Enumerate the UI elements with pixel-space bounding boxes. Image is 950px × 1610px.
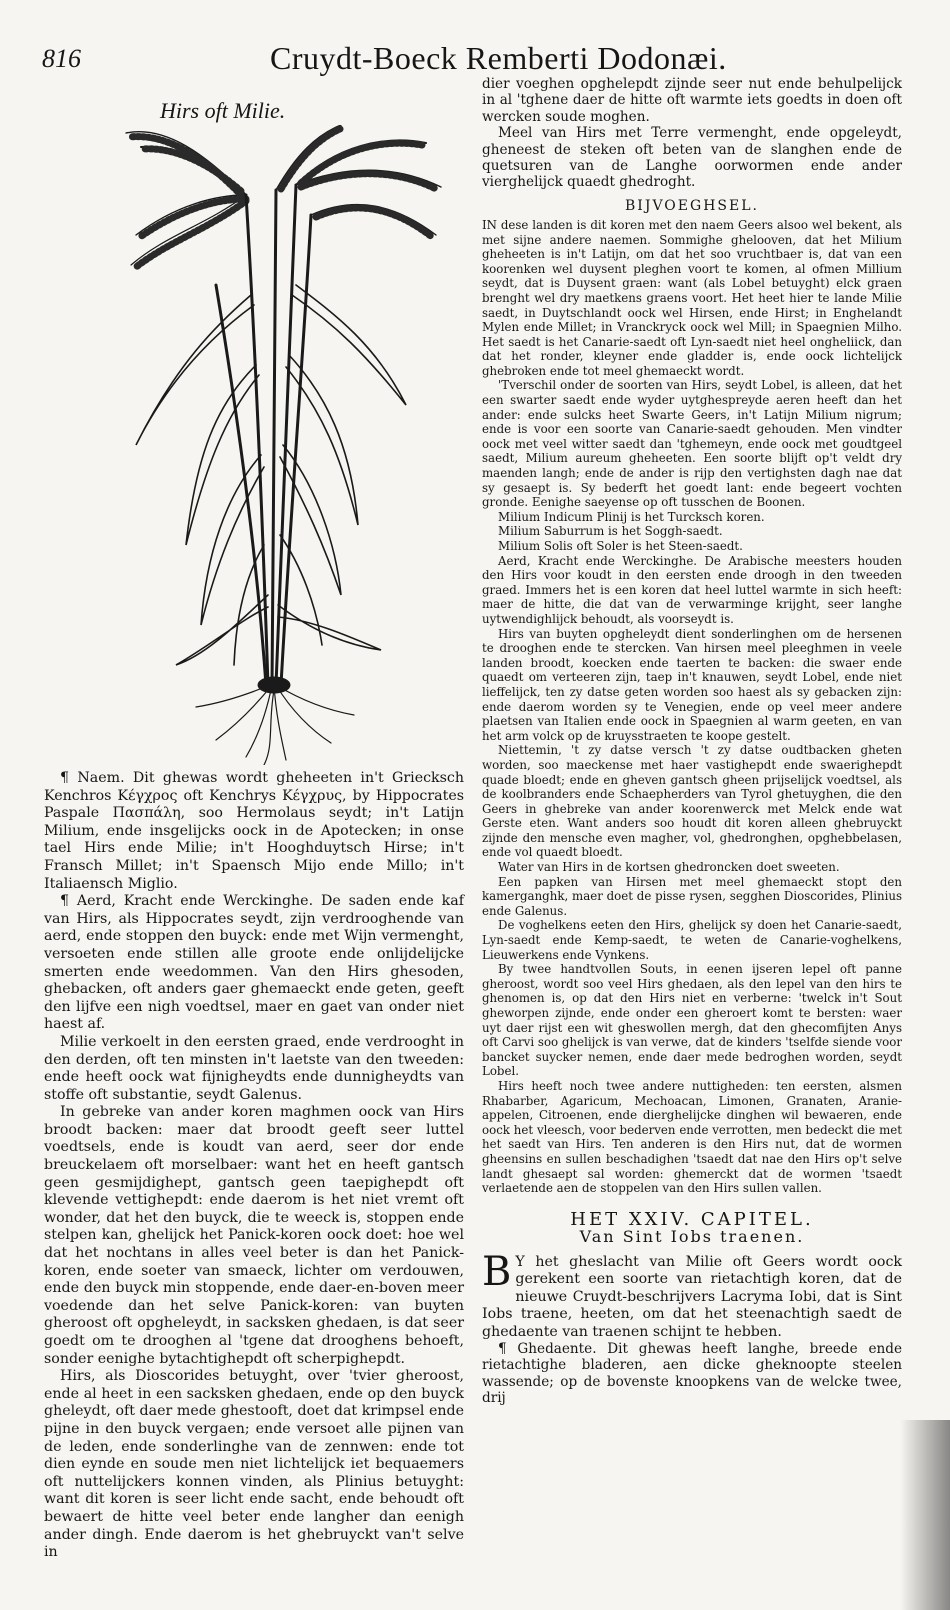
bijvoegsel-paragraph: Milium Indicum Plinij is het Turcksch koren.: [498, 509, 765, 524]
page-number: 816: [42, 44, 81, 73]
bijvoegsel-paragraph: By twee handtvollen Souts, in eenen ijseren lepel oft panne gheroost, wordt soo veel Hirs ghedaen, als den lepel van den hirs te ghenomen is, op dat den Hirs niet en verberne: 'twelck in't Sout gheworpen zijnde, ende onder een gheroert komt te bersten: waer uyt daer rijst een wit gheswollen mergh, dat den ghecomfijten Anys oft Carvi soo ghelijck is van verwe, dat de kinders 'tselfde siende voor bancket suycker nemen, ende daer mede bedroghen worden, seydt Lobel.: [482, 962, 902, 1079]
continuation-text: dier voeghen opghelepdt zijnde seer nut ende behulpelijck in al 'tghene daer de hitte oft warmte iets goedts in doen oft wercken soude moghen.: [482, 76, 902, 125]
running-header: [42, 34, 950, 80]
chapter-intro-paragraph: BY het gheslacht van Milie oft Geers wordt oock gerekent een soorte van rietachtigh koren, dat de nieuwe Cruydt-beschrijvers Lacryma Iobi, dat is Sint Iobs traene, heeten, om dat het steenachtigh saedt de ghedaente van traenen schijnt te hebben.: [482, 1248, 902, 1340]
running-title: Cruydt-Boeck Remberti Dodonæi.: [270, 40, 727, 76]
chapter-ghedaente-paragraph: ¶ Ghedaente. Dit ghewas heeft langhe, breede ende rietachtighe bladeren, aen dicke gheknoopte steelen wassende; op de bovenste knoopkens van de welcke twee, drij: [482, 1340, 902, 1407]
bijvoegsel-paragraph: Milium Saburrum is het Soggh-saedt.: [498, 524, 723, 539]
figure-caption: Hirs oft Milie.: [160, 98, 286, 123]
bijvoegsel-paragraph: Water van Hirs in de kortsen ghedroncken doet sweeten.: [498, 860, 840, 875]
paragraph-dioscorides: Hirs, als Dioscorides betuyght, over 'tvier gheroost, ende al heet in een sacksken ghedaen, ende op den buyck gheleydt, oft daer mede ghestooft, doet dat krimpsel ende pijne in den buyck vergaen; ende versoet alle pijnen van de leden, ende sonderlinghe van de zennwen: ende tot dien eynde en soude men niet lichtelijck iet bequaemers oft nuttelijckers konnen vinden, als Plinius betuyght: want dit koren is seer licht ende sacht, ende behoudt oft bewaert de hitte veel beter ende langher dan eenigh ander dingh. Ende daerom is het ghebruyckt van't selve in: [44, 1368, 464, 1561]
paragraph-milie: Milie verkoelt in den eersten graed, ende verdrooght in den derden, oft ten minsten in't laetste van den tweeden: ende heeft oock wat fijnigheydts ende dunnigheydts van stoffe oft substantie, seydt Galenus.: [44, 1033, 464, 1103]
millet-plant-illustration: [96, 125, 466, 765]
left-column-text: [44, 770, 464, 1562]
bijvoegsel-heading: BIJVOEGHSEL.: [625, 197, 759, 214]
paragraph-aerd: ¶ Aerd, Kracht ende Werckinghe. De saden ende kaf van Hirs, als Hippocrates seydt, zijn verdrooghende van aerd, ende stoppen den buyck: ende met Wijn vermenght, versoeten ende stillen alle groote ende onlijdelijcke smerten ende weedommen. Van den Hirs ghesoden, ghebacken, oft anders gaer ghemaeckt ende geten, geeft den lijfve een nigh voedtsel, maer en gaet van onder niet haest af.: [44, 893, 464, 1033]
chapter-subtitle: Van Sint Iobs traenen.: [579, 1226, 805, 1246]
paragraph-brood: In gebreke van ander koren maghmen oock van Hirs broodt backen: maer dat broodt geeft seer luttel voedtsels, ende is koudt van aerd, seer dor ende breuckelaem oft morselbaer: want het en heeft gantsch geen gesmijdighept, gantsch geen taepighepdt oft klevende vettighepdt: ende daerom is het niet vremt oft wonder, dat het den buyck, die te weeck is, stoppen ende stelpen kan, ghelijck het Panick-koren oock doet: hoe wel dat het nochtans in alles veel beter is dan het Panick-koren, ende soeter van smaeck, lichter om verdouwen, ende den buyck min stoppende, ende daer-en-boven meer voedende dan het selve Panick-koren: van buyten gheroost oft opgheleydt, in sacksken ghedaen, is dat seer goedt om te drooghen al 'tgene dat drooghens behoeft, sonder eenighe bytachtighepdt oft scherpighepdt.: [44, 1104, 464, 1367]
chapter-heading: HET XXIV. CAPITEL.: [570, 1208, 814, 1230]
bijvoegsel-paragraph: Niettemin, 't zy datse versch 't zy datse oudtbacken gheten worden, soo maeckense met haer vastighepdt ende swaerighepdt quade bloedt; ende en gheven gantsch gheen prijselijck voedtsel, als de koolbranders ende Schaepherders van Tyrol ghetuyghen, die den Geers in ghebreke van ander koorenwerck met Melck ende wat Gerste eten. Want anders soo houdt dit koren alleen ghebruyckt zijnde den mensche even magher, vol, ghedronghen, opghebbelasen, ende vol quaedt bloedt.: [482, 743, 902, 860]
bijvoegsel-paragraph: 'Tverschil onder de soorten van Hirs, seydt Lobel, is alleen, dat het een swarter saedt ende wyder uytghespreyde aeren heeft dan het ander: ende sulcks heet Swarte Geers, in't Latijn Milium nigrum; ende is voor een soorte van Canarie-saedt gehouden. Men vindter oock met veel witter saedt dan 'tghemeyn, ende oock met goudtgeel saedt, Milium aureum gheheeten. Een soorte blijft op't veldt dry maenden langh; ende de ander is rijp den vertighsten dagh nae dat sy gesaept is. Sy bederft het goedt lant: ende begeert vochten gronde. Eenighe saeyense op oft tusschen de Boonen.: [482, 378, 902, 510]
bijvoegsel-paragraph: De voghelkens eeten den Hirs, ghelijck sy doen het Canarie-saedt, Lyn-saedt ende Kemp-saedt, te weten de Canarie-voghelkens, Lieuwerkens ende Vynkens.: [482, 918, 902, 962]
page-edge-shadow: [900, 1420, 950, 1610]
bijvoegsel-paragraph: IN dese landen is dit koren met den naem Geers alsoo wel bekent, als met sijne andere naemen. Sommighe ghelooven, dat het Milium gheheeten is in't Latijn, om dat het soo vruchtbaer is, dat van een koorenken wel duysent pleghen voort te komen, al ofmen Millium seydt, dat is Duysent graen: want (als Lobel betuyght) elck graen brenght wel dry maetkens graens voort. Het heet hier te lande Milie saedt, in Duytschlandt oock wel Hirsen, ende Hirst; in Enghelandt Mylen ende Millet; in Vranckryck oock wel Mill; in Spaegnien Milho. Het saedt is het Canarie-saedt oft Lyn-saedt niet heel ongheliick, dan dat het ronder, kleyner ende gladder is, ende oock lichtelijck ghebroken ende tot meel ghemaeckt wordt.: [482, 217, 902, 378]
bijvoegsel-paragraph: Milium Solis oft Soler is het Steen-saedt.: [498, 539, 743, 553]
bijvoegsel-paragraph: Hirs van buyten opgheleydt dient sonderlinghen om de hersenen te drooghen ende te stercken. Van hirsen meel pleeghmen in veele landen broodt, koecken ende taerten te backen: die swaer ende quaedt om verteeren zijn, taep in't knauwen, seydt Lobel, ende niet lieffelijck, ten zy datse geten worden soo haest als sy gebacken zijn: ende daerom worden sy te Venegien, ende op veel meer andere plaetsen van Italien ende oock in Spaegnien al warm geeten, en van het arm volck op de kruysstraeten te koope gestelt.: [482, 626, 902, 743]
bijvoegsel-paragraph: Een papken van Hirsen met meel ghemaeckt stopt den kamerganghk, maer doet de pisse rysen, segghen Dioscorides, Plinius ende Galenus.: [482, 874, 902, 918]
bijvoegsel-paragraph: Hirs heeft noch twee andere nuttigheden: ten eersten, alsmen Rhabarber, Agaricum, Mechoacan, Limonen, Granaten, Aranie-appelen, Citroenen, ende dierghelijcke dinghen wil bewaeren, ende oock het vleesch, voor bederven ende verrotten, men bedeckt die met het saedt van Hirs. Ten anderen is den Hirs nut, dat de wormen gheensins en sullen beschadighen 'tsaedt dat nae den Hirs op't selve landt ghesaept sal worden: ghemerckt dat de wormen 'tsaedt verlaetende aen de stoppelen van den Hirs sullen vallen.: [482, 1078, 902, 1196]
bijvoegsel-paragraph: Aerd, Kracht ende Werckinghe. De Arabische meesters houden den Hirs voor koudt in den eersten ende droogh in den tweeden graed. Immers het is een koren dat heel luttel warmte in sich heeft: maer de hitte, die dat van de verwarminge krijght, seer langhe uytwendighlijck behoudt, als voorseydt is.: [482, 553, 902, 626]
roots: [196, 685, 354, 765]
right-column-text: [482, 76, 902, 1407]
remedy-text: Meel van Hirs met Terre vermenght, ende opgeleydt, gheneest de steken oft beten van de slanghen ende de quetsuren van de Langhe oorwormen ende ander vierghelijck quaedt ghedroght.: [482, 125, 902, 191]
paragraph-naem: ¶ Naem. Dit ghewas wordt gheheeten in't Griecksch Kenchros Κέγχρος oft Kenchrys Κέγχρυς, by Hippocrates Paspale Πασπάλη, soo Hermolaus seydt; in't Latijn Milium, ende insgelijcks oock in de Apotecken; in onse tael Hirs ende Milie; in't Hooghduytsch Hirse; in't Fransch Millet; in't Spaensch Mijo ende Millo; in't Italiaensch Miglio.: [44, 770, 464, 892]
